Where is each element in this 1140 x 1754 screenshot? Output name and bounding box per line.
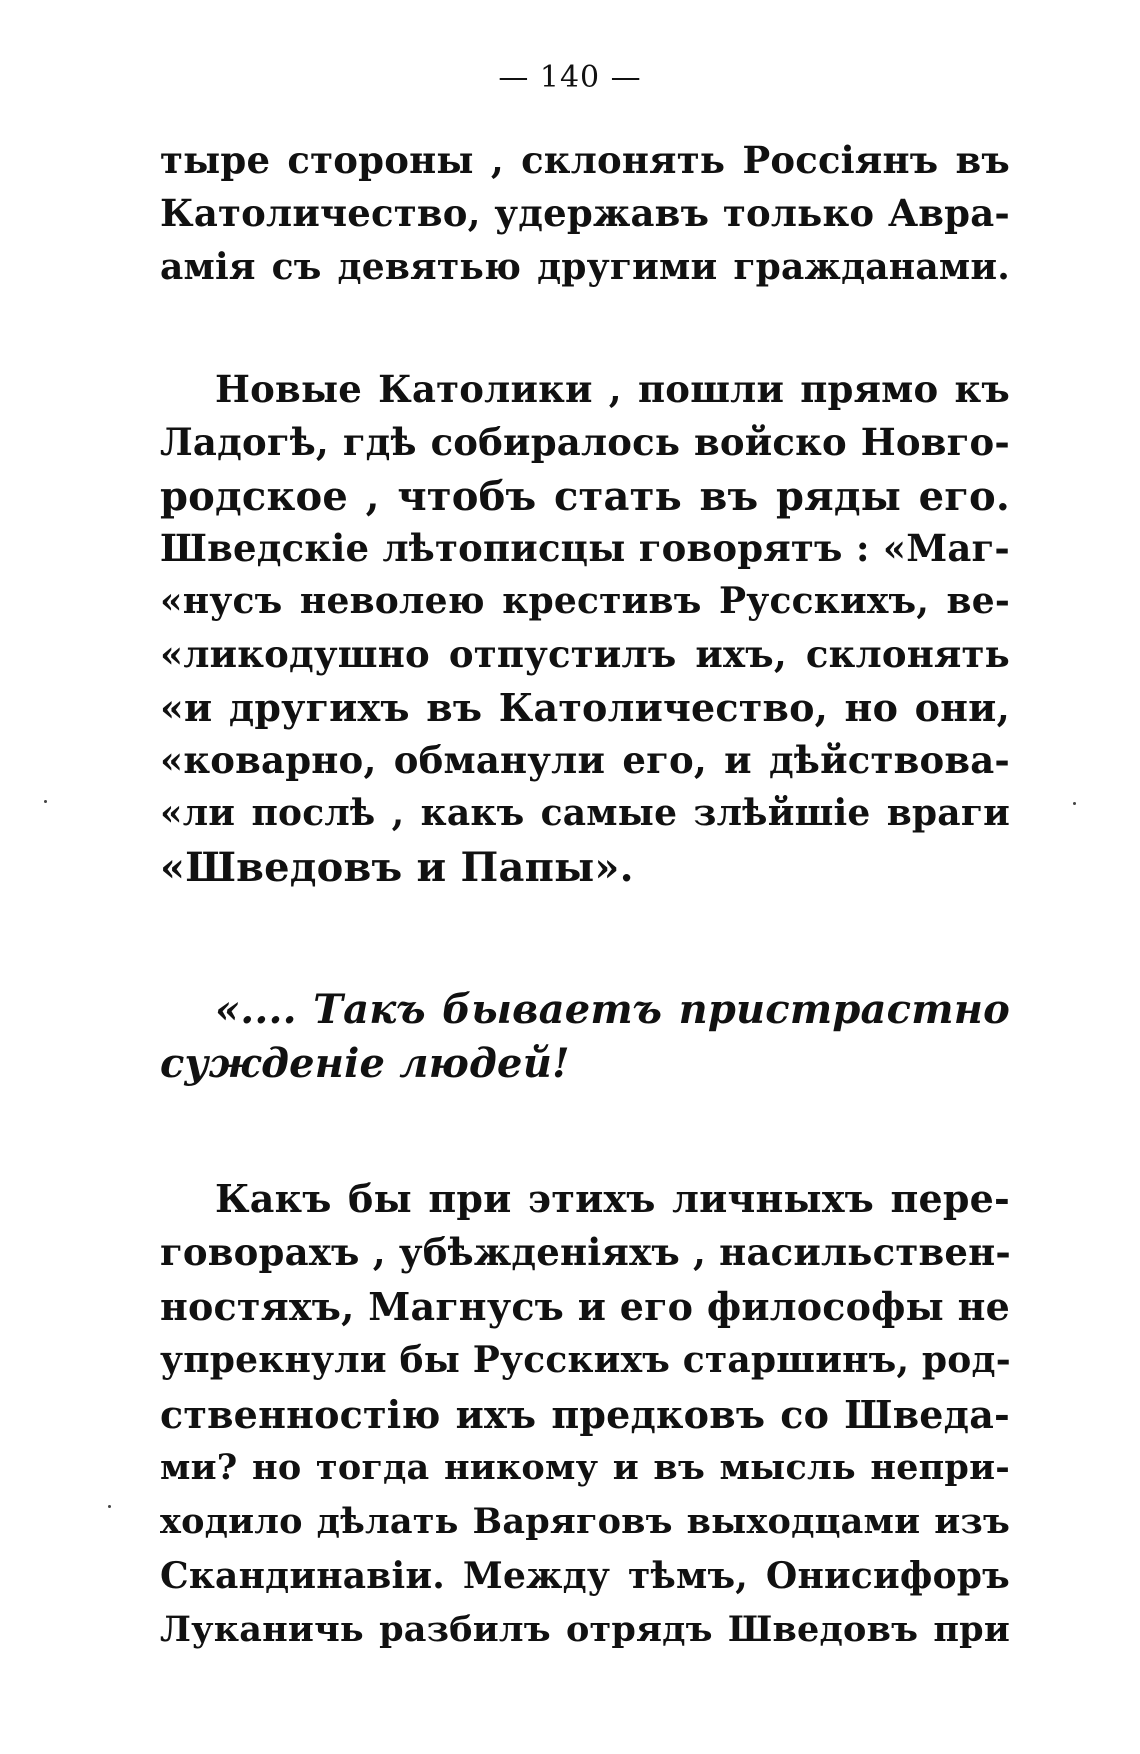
text-line: родское , чтобъ стать въ ряды его. [160, 473, 1010, 520]
text-line: говорахъ , убѣжденіяхъ , насильствен- [160, 1230, 1011, 1274]
paper-speck [108, 1505, 111, 1508]
text-line: ностяхъ, Магнусъ и его философы не [160, 1284, 1010, 1329]
text-line: Шведскіе лѣтописцы говорятъ : «Маг- [160, 526, 1010, 570]
paper-speck [44, 800, 47, 803]
text-line: тыре стороны , склонять Россіянъ въ [160, 138, 1010, 182]
text-line: ми? но тогда никому и въ мысль непри- [160, 1447, 1010, 1488]
text-line: «и другихъ въ Католичество, но они, [160, 685, 1010, 730]
text-line: упрекнули бы Русскихъ старшинъ, род- [160, 1339, 1011, 1381]
page-number: — 140 — [498, 60, 642, 95]
text-line: «ликодушно отпустилъ ихъ, склонять [160, 632, 1010, 676]
text-line: Ладогѣ, гдѣ собиралось войско Новго- [160, 420, 1010, 464]
text-line: «коварно, обманули его, и дѣйствова- [160, 738, 1010, 782]
paper-speck [1073, 802, 1076, 805]
text-line: Какъ бы при этихъ личныхъ пере- [215, 1176, 1010, 1221]
text-line: Новые Католики , пошли прямо къ [215, 367, 1010, 411]
text-line: Католичество, удержавъ только Авра- [160, 191, 1010, 235]
text-line: ходило дѣлать Варяговъ выходцами изъ [160, 1501, 1010, 1542]
text-line: Скандинавіи. Между тѣмъ, Онисифоръ [160, 1555, 1010, 1597]
text-line: «Шведовъ и Папы». [160, 844, 634, 891]
text-line: сужденіе людей! [160, 1040, 570, 1087]
text-line: амія съ девятью другими гражданами. [160, 246, 1010, 288]
text-line: Луканичь разбилъ отрядъ Шведовъ при [160, 1609, 1010, 1650]
text-line: ственностію ихъ предковъ со Шведа- [160, 1392, 1010, 1437]
text-line: «.... Такъ бываетъ пристрастно [215, 986, 1010, 1033]
text-line: «ли послѣ , какъ самые злѣйшіе враги [160, 792, 1010, 834]
text-line: «нусъ неволею крестивъ Русскихъ, ве- [160, 580, 1010, 622]
